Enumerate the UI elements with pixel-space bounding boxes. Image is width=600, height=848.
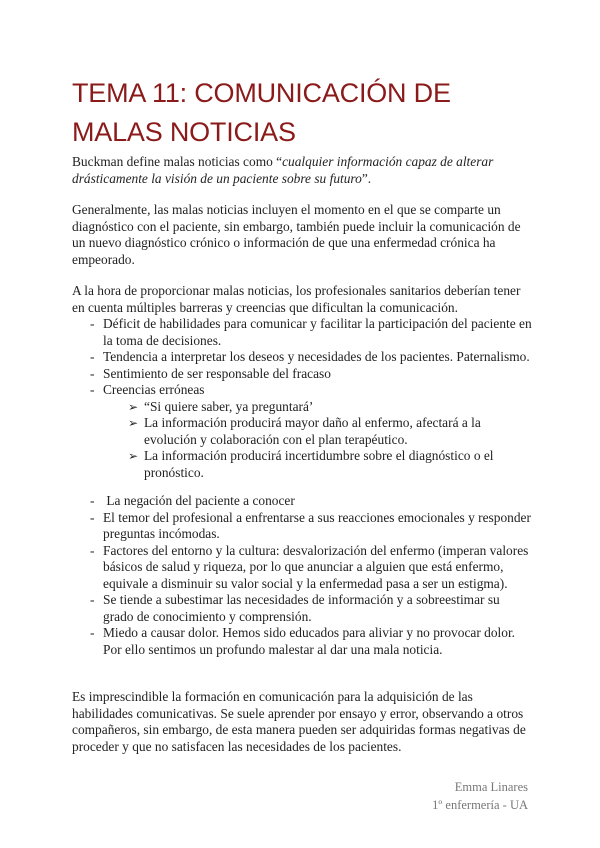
list-item: - La negación del paciente a conocer: [72, 493, 532, 510]
list-item: - Se tiende a subestimar las necesidades de información y a sobreestimar su grado de conocimiento y comprensión.: [72, 592, 532, 625]
list-item: - Tendencia a interpretar los deseos y necesidades de los pacientes. Paternalismo.: [72, 349, 532, 366]
barriers-list: [72, 316, 532, 481]
intro-paragraph: [72, 154, 532, 187]
barriers-intro-paragraph: A la hora de proporcionar malas noticias, los profesionales sanitarios deberían tener en cuenta múltiples barreras y creencias que dificultan la comunicación.: [72, 283, 521, 315]
list-item: - Sentimiento de ser responsable del fracaso: [72, 366, 532, 383]
list-item: [72, 382, 532, 481]
sublist-item: ➢ La información producirá incertidumbre sobre el diagnóstico o el pronóstico.: [103, 448, 532, 481]
sublist-item: ➢ “Si quiere saber, ya preguntará’: [103, 399, 532, 416]
list-item: - Factores del entorno y la cultura: desvalorización del enfermo (imperan valores básicos de salud y riqueza, por lo que anunciar a alguien que está enfermo, equivale a disminuir su valor social y la enfermedad pasa a ser un estigma).: [72, 543, 532, 593]
beliefs-sublist: [103, 399, 532, 482]
barriers-list-continued: [72, 493, 532, 658]
intro-text-after: ”.: [361, 170, 372, 186]
intro-quote: cualquier información capaz de alterar drásticamente la visión de un paciente sobre su futuro: [72, 154, 494, 186]
training-paragraph: Es imprescindible la formación en comunicación para la adquisición de las habilidades comunicativas. Se suele aprender por ensayo y error, observando a otros compañeros, sin embargo, de esta manera pueden ser adquiridas formas negativas de proceder y que no satisfacen las necesidades de los pacientes.: [72, 689, 526, 754]
author-name: Emma Linares: [454, 780, 528, 794]
course-label: 1º enfermería - UA: [432, 798, 528, 812]
intro-text-before: Buckman define malas noticias como “: [72, 154, 283, 169]
page-title: TEMA 11: COMUNICACIÓN DE MALAS NOTICIAS: [72, 78, 451, 147]
definition-paragraph: Generalmente, las malas noticias incluyen el momento en el que se comparte un diagnóstico con el paciente, sin embargo, también puede incluir la comunicación de un nuevo diagnóstico crónico o información de que una enfermedad crónica ha empeorado.: [72, 202, 521, 267]
list-item-label: Creencias erróneas: [103, 382, 205, 397]
list-item: - Miedo a causar dolor. Hemos sido educados para aliviar y no provocar dolor. Por ello sentimos un profundo malestar al dar una mala noticia.: [72, 625, 532, 658]
list-item: - El temor del profesional a enfrentarse a sus reacciones emocionales y responder preguntas incómodas.: [72, 510, 532, 543]
list-item: - Déficit de habilidades para comunicar y facilitar la participación del paciente en la toma de decisiones.: [72, 316, 532, 349]
sublist-item: ➢ La información producirá mayor daño al enfermo, afectará a la evolución y colaboración con el plan terapéutico.: [103, 415, 532, 448]
